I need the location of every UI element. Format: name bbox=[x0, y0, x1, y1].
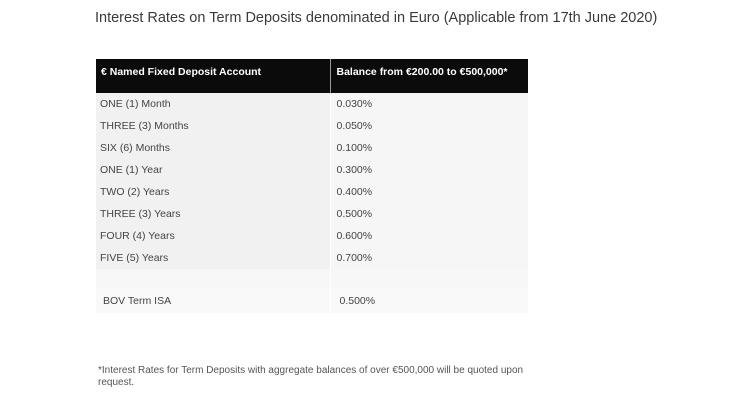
footnote: *Interest Rates for Term Deposits with aggregate balances of over €500,000 will be quoted upon request. bbox=[98, 365, 524, 388]
term-cell: FOUR (4) Years bbox=[96, 225, 330, 247]
term-cell: TWO (2) Years bbox=[96, 181, 330, 203]
table-row bbox=[96, 225, 528, 247]
table-row-isa bbox=[96, 289, 528, 313]
table-row bbox=[96, 247, 528, 269]
isa-rate-cell: 0.500% bbox=[330, 289, 528, 313]
page-title: Interest Rates on Term Deposits denominated in Euro (Applicable from 17th June 2020) bbox=[95, 10, 658, 26]
table-row bbox=[96, 137, 528, 159]
interest-rates-table bbox=[96, 59, 528, 313]
rate-cell: 0.400% bbox=[330, 181, 528, 203]
term-cell: SIX (6) Months bbox=[96, 137, 330, 159]
table-spacer-row bbox=[96, 269, 528, 289]
term-cell: FIVE (5) Years bbox=[96, 247, 330, 269]
rate-cell: 0.030% bbox=[330, 93, 528, 115]
table-header-row bbox=[96, 59, 528, 93]
term-cell: THREE (3) Years bbox=[96, 203, 330, 225]
table-row bbox=[96, 203, 528, 225]
table-row bbox=[96, 115, 528, 137]
rate-cell: 0.050% bbox=[330, 115, 528, 137]
term-cell: ONE (1) Year bbox=[96, 159, 330, 181]
rate-cell: 0.100% bbox=[330, 137, 528, 159]
table-row bbox=[96, 159, 528, 181]
header-account: € Named Fixed Deposit Account bbox=[96, 59, 330, 93]
term-cell: ONE (1) Month bbox=[96, 93, 330, 115]
rate-cell: 0.500% bbox=[330, 203, 528, 225]
rate-cell: 0.700% bbox=[330, 247, 528, 269]
table-row bbox=[96, 93, 528, 115]
term-cell: THREE (3) Months bbox=[96, 115, 330, 137]
rate-cell: 0.300% bbox=[330, 159, 528, 181]
table-row bbox=[96, 181, 528, 203]
rate-cell: 0.600% bbox=[330, 225, 528, 247]
isa-term-cell: BOV Term ISA bbox=[96, 289, 330, 313]
empty-cell bbox=[96, 269, 330, 289]
empty-cell bbox=[330, 269, 528, 289]
header-balance: Balance from €200.00 to €500,000* bbox=[330, 59, 528, 93]
